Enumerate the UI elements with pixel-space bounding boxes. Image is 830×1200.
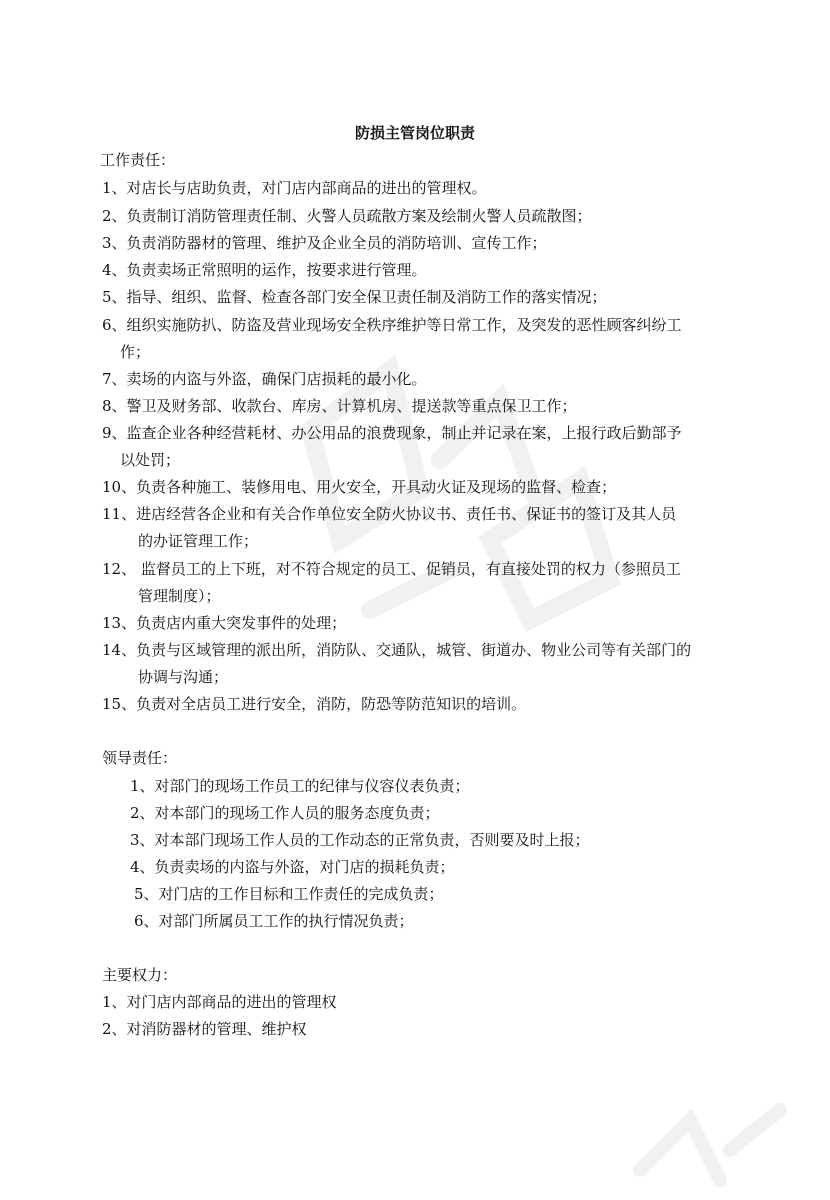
leadership-item-1: 1、对部门的现场工作员工的纪律与仪容仪表负责； (130, 777, 470, 795)
leadership-item-6: 6、对部门所属员工工作的执行情况负责； (134, 912, 414, 930)
leadership-item-3: 3、对本部门现场工作人员的工作动态的正常负责，否则要及时上报； (130, 831, 590, 849)
work-item-8: 8、警卫及财务部、收款台、库房、计算机房、提送款等重点保卫工作； (102, 397, 577, 415)
work-item-12-cont: 管理制度）； (138, 587, 221, 605)
work-item-11: 11、进店经营各企业和有关合作单位安全防火协议书、责任书、保证书的签订及其人员 (102, 505, 677, 523)
work-item-4: 4、负责卖场正常照明的运作，按要求进行管理。 (102, 261, 427, 279)
leadership-item-4: 4、负责卖场的内盗与外盗，对门店的损耗负责； (130, 858, 455, 876)
work-item-12: 12、 监督员工的上下班，对不符合规定的员工、促销员，有直接处罚的权力（参照员工 (102, 560, 681, 578)
work-item-6: 6、组织实施防扒、防盗及营业现场安全秩序维护等日常工作，及突发的恶性顾客纠纷工 (102, 316, 682, 334)
authority-item-2: 2、对消防器材的管理、维护权 (102, 1020, 307, 1038)
work-item-7: 7、卖场的内盗与外盗，确保门店损耗的最小化。 (102, 370, 427, 388)
leadership-item-2: 2、对本部门的现场工作人员的服务态度负责； (130, 804, 440, 822)
work-item-10: 10、负责各种施工、装修用电、用火安全，开具动火证及现场的监督、检查； (102, 478, 617, 496)
leadership-item-5: 5、对门店的工作目标和工作责任的完成负责； (134, 885, 444, 903)
work-item-2: 2、负责制订消防管理责任制、火警人员疏散方案及绘制火警人员疏散图； (102, 207, 592, 225)
work-item-13: 13、负责店内重大突发事件的处理； (102, 614, 347, 632)
work-item-3: 3、负责消防器材的管理、维护及企业全员的消防培训、宣传工作； (102, 234, 547, 252)
work-item-5: 5、指导、组织、监督、检查各部门安全保卫责任制及消防工作的落实情况； (102, 288, 607, 306)
work-item-14: 14、负责与区域管理的派出所，消防队、交通队，城管、街道办、物业公司等有关部门的 (102, 641, 692, 659)
work-item-9-cont: 以处罚； (120, 451, 181, 469)
work-item-15: 15、负责对全店员工进行安全，消防，防恐等防范知识的培训。 (102, 695, 527, 713)
work-item-14-cont: 协调与沟通； (138, 668, 229, 686)
work-item-11-cont: 的办证管理工作； (138, 532, 259, 550)
work-item-9: 9、监查企业各种经营耗材、办公用品的浪费现象，制止并记录在案，上报行政后勤部予 (102, 424, 682, 442)
leadership-responsibility-label: 领导责任： (102, 749, 178, 767)
page-title: 防损主管岗位职责 (354, 124, 475, 142)
work-item-1: 1、对店长与店助负责，对门店内部商品的进出的管理权。 (102, 179, 487, 197)
work-responsibility-label: 工作责任： (100, 151, 176, 169)
authority-item-1: 1、对门店内部商品的进出的管理权 (102, 993, 337, 1011)
main-authority-label: 主要权力： (102, 966, 178, 984)
work-item-6-cont: 作； (120, 343, 151, 361)
